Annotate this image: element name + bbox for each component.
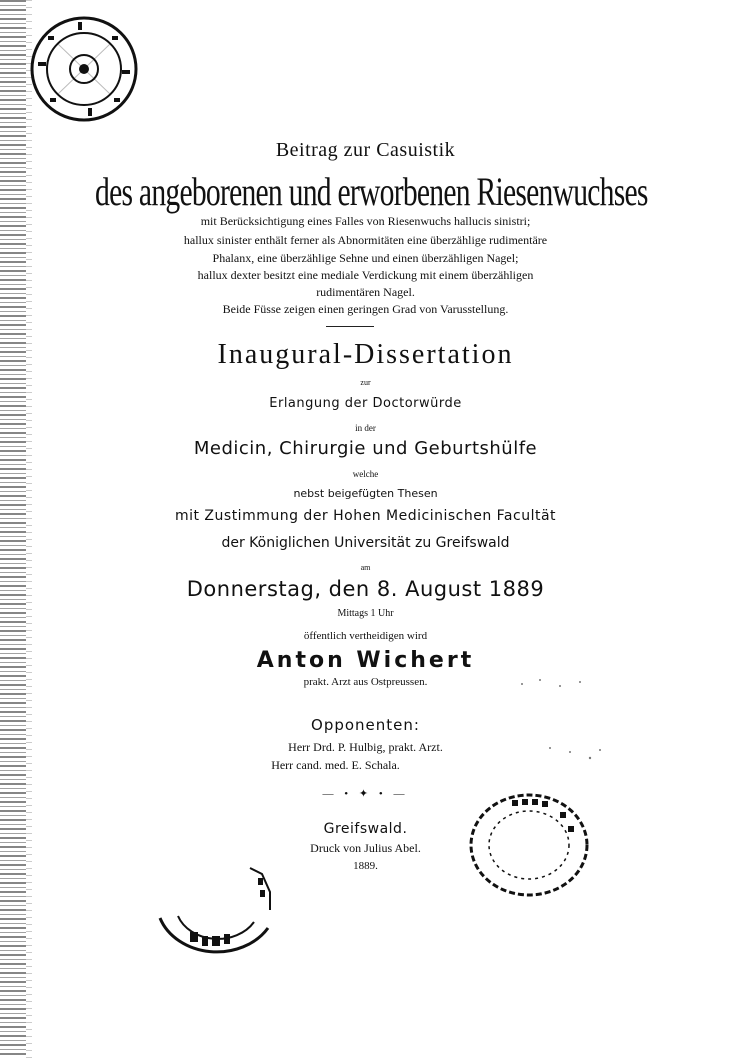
subtitle-line-6: Beide Füsse zeigen einen geringen Grad von Varusstellung. [222, 302, 509, 316]
am-text: am [360, 563, 371, 572]
imprint-printer: Druck von Julius Abel. [310, 841, 421, 855]
time-text: Mittags 1 Uhr [337, 608, 394, 619]
faculties-text: Medicin, Chirurgie und Geburtshülfe [193, 438, 538, 459]
library-stamp-bottom-right [464, 790, 594, 900]
library-stamp-bottom-left [150, 858, 290, 958]
imprint-city: Greifswald. [323, 821, 408, 837]
subtitle-line-2: hallux sinister enthält ferner als Abnormitäten eine überzählige rudimentäre [183, 233, 548, 247]
welche-text: welche [352, 469, 379, 479]
imprint-year: 1889. [353, 860, 378, 872]
subtitle-line-3: Phalanx, eine überzählige Sehne und einen überzähligen Nagel; [212, 251, 519, 265]
date-text: Donnerstag, den 8. August 1889 [186, 577, 545, 601]
universitaet-text: der Königlichen Universität zu Greifswald [221, 535, 510, 551]
thesen-text: nebst beigefügten Thesen [293, 487, 438, 500]
title-line-2: des angeborenen und erworbenen Riesenwuchses [95, 169, 648, 214]
subtitle-line-1: mit Berücksichtigung eines Falles von Riesenwuchs hallucis sinistri; [200, 214, 531, 228]
zur-text: zur [360, 378, 371, 387]
title-line-1: Beitrag zur Casuistik [275, 139, 456, 161]
dissertation-heading: Inaugural-Dissertation [217, 339, 514, 370]
zustimmung-text: mit Zustimmung der Hohen Medicinischen Facultät [174, 508, 557, 524]
short-rule [326, 326, 374, 327]
library-stamp-top-left [28, 14, 140, 124]
subtitle-line-4: hallux dexter besitzt eine mediale Verdickung mit einem überzähligen [197, 268, 534, 282]
ornament-divider: — • ✦ • — [322, 788, 409, 800]
author-desc: prakt. Arzt aus Ostpreussen. [303, 676, 428, 688]
erlangung-text: Erlangung der Doctorwürde [269, 396, 462, 411]
author-name: Anton Wichert [256, 648, 475, 673]
verteidigen-text: öffentlich vertheidigen wird [303, 630, 428, 642]
opponents-heading: Opponenten: [311, 716, 420, 734]
subtitle-line-5: rudimentären Nagel. [316, 285, 415, 299]
ink-specks [510, 672, 620, 782]
opponent-1: Herr Drd. P. Hulbig, prakt. Arzt. [288, 740, 443, 754]
in-der-text: in der [355, 423, 376, 433]
opponent-2: Herr cand. med. E. Schala. [271, 758, 400, 772]
